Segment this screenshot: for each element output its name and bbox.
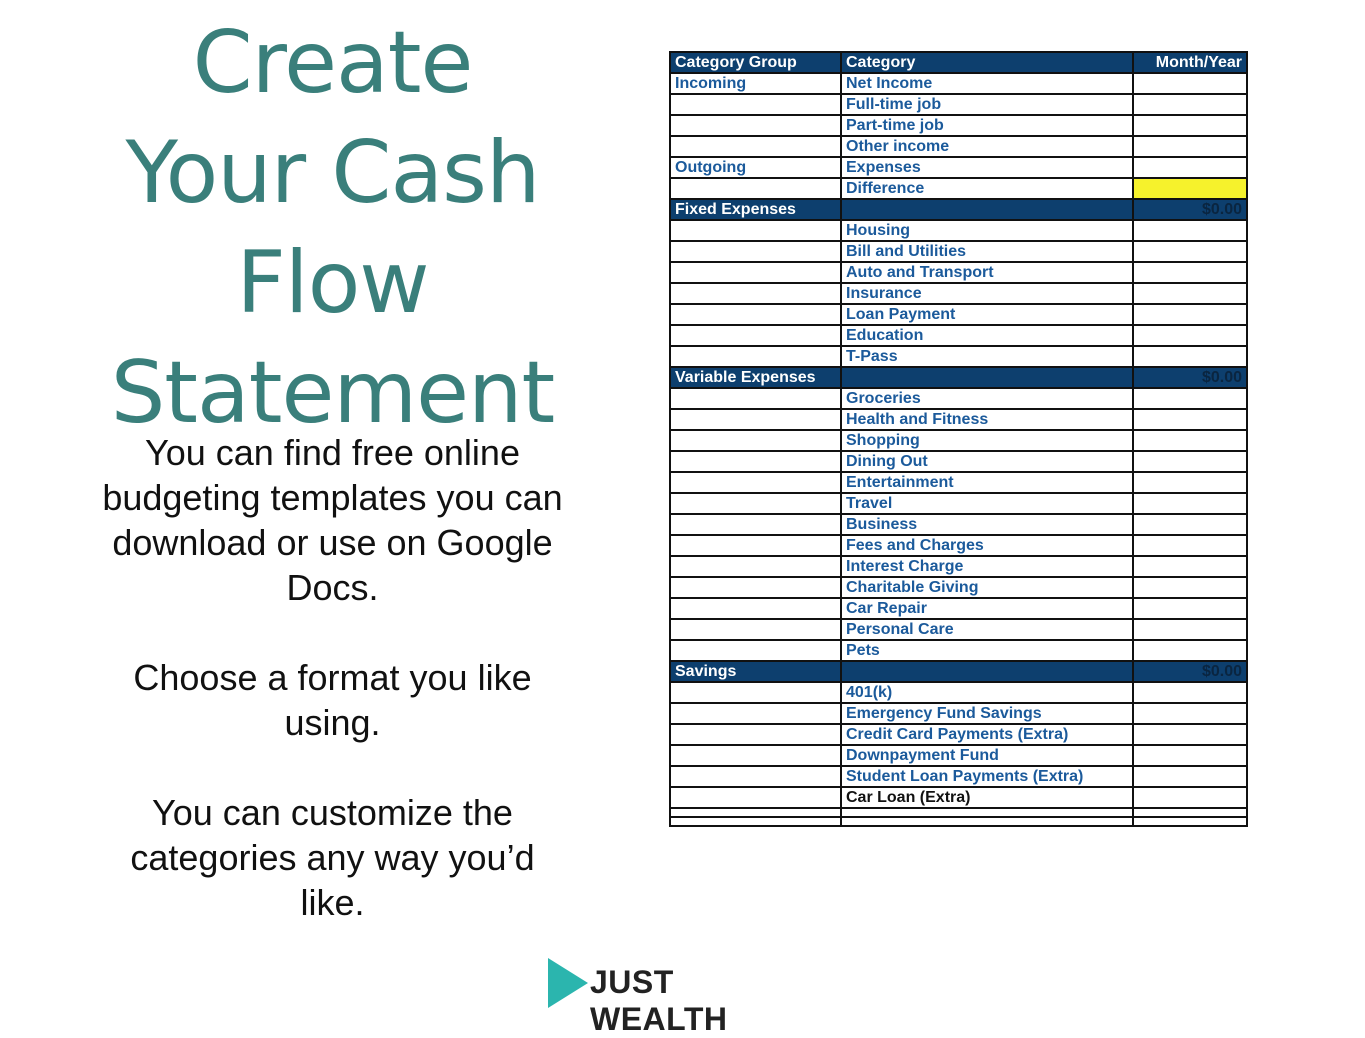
category-cell: Groceries — [841, 388, 1133, 409]
table-row — [670, 73, 1247, 94]
amount-cell — [1133, 745, 1247, 766]
table-row — [670, 325, 1247, 346]
empty-cell — [670, 817, 841, 826]
table-row — [670, 472, 1247, 493]
amount-cell — [1133, 535, 1247, 556]
table-row — [670, 136, 1247, 157]
amount-cell — [1133, 94, 1247, 115]
empty-row — [670, 817, 1247, 826]
amount-cell — [1133, 325, 1247, 346]
amount-cell — [1133, 304, 1247, 325]
table-row — [670, 388, 1247, 409]
section-row — [670, 661, 1247, 682]
category-cell: Car Repair — [841, 598, 1133, 619]
just-wealth-logo — [548, 958, 818, 1037]
category-group-cell — [670, 409, 841, 430]
category-cell — [841, 367, 1133, 388]
play-triangle-icon — [548, 958, 588, 1008]
paragraph: Choose a format you like using. — [133, 657, 532, 743]
category-cell: Dining Out — [841, 451, 1133, 472]
table-row — [670, 787, 1247, 808]
table-row — [670, 514, 1247, 535]
category-group-cell: Outgoing — [670, 157, 841, 178]
category-cell: Travel — [841, 493, 1133, 514]
amount-cell: $0.00 — [1133, 661, 1247, 682]
category-cell: Loan Payment — [841, 304, 1133, 325]
cash-flow-table — [669, 51, 1248, 827]
empty-cell — [1133, 808, 1247, 817]
table-row — [670, 745, 1247, 766]
table-row — [670, 283, 1247, 304]
category-group-cell — [670, 430, 841, 451]
category-cell: Downpayment Fund — [841, 745, 1133, 766]
amount-cell — [1133, 682, 1247, 703]
category-cell: Charitable Giving — [841, 577, 1133, 598]
category-group-cell — [670, 94, 841, 115]
category-group-cell — [670, 598, 841, 619]
category-group-cell — [670, 115, 841, 136]
empty-cell — [841, 817, 1133, 826]
table-row — [670, 430, 1247, 451]
category-group-cell — [670, 535, 841, 556]
body-text — [100, 430, 565, 970]
table-row — [670, 682, 1247, 703]
amount-cell — [1133, 73, 1247, 94]
category-cell: Business — [841, 514, 1133, 535]
category-group-cell — [670, 136, 841, 157]
category-cell: Student Loan Payments (Extra) — [841, 766, 1133, 787]
amount-cell: $0.00 — [1133, 199, 1247, 220]
table-row — [670, 262, 1247, 283]
category-group-cell — [670, 325, 841, 346]
table-row — [670, 115, 1247, 136]
empty-cell — [841, 808, 1133, 817]
category-cell: Full-time job — [841, 94, 1133, 115]
table-row — [670, 703, 1247, 724]
cash-flow-spreadsheet — [669, 51, 1246, 827]
category-cell — [841, 661, 1133, 682]
table-row — [670, 493, 1247, 514]
category-cell: Education — [841, 325, 1133, 346]
category-group-cell — [670, 556, 841, 577]
category-cell: Part-time job — [841, 115, 1133, 136]
category-group-cell — [670, 766, 841, 787]
category-cell: Housing — [841, 220, 1133, 241]
category-cell: Personal Care — [841, 619, 1133, 640]
category-cell: Interest Charge — [841, 556, 1133, 577]
category-group-cell — [670, 745, 841, 766]
amount-cell — [1133, 136, 1247, 157]
table-row — [670, 451, 1247, 472]
table-row — [670, 220, 1247, 241]
category-cell: Difference — [841, 178, 1133, 199]
category-cell: Credit Card Payments (Extra) — [841, 724, 1133, 745]
header-row — [670, 52, 1247, 73]
category-group-cell — [670, 241, 841, 262]
category-group-cell — [670, 472, 841, 493]
table-row — [670, 724, 1247, 745]
logo-text: JUST WEALTH — [590, 964, 728, 1037]
category-cell: Auto and Transport — [841, 262, 1133, 283]
amount-cell — [1133, 430, 1247, 451]
slide-title — [110, 8, 555, 448]
amount-cell — [1133, 115, 1247, 136]
category-cell: Shopping — [841, 430, 1133, 451]
table-row — [670, 178, 1247, 199]
amount-cell — [1133, 766, 1247, 787]
category-group-cell — [670, 640, 841, 661]
empty-row — [670, 808, 1247, 817]
category-cell — [841, 199, 1133, 220]
table-row — [670, 556, 1247, 577]
table-row — [670, 619, 1247, 640]
category-cell: Fees and Charges — [841, 535, 1133, 556]
amount-cell — [1133, 514, 1247, 535]
category-group-cell — [670, 283, 841, 304]
table-row — [670, 241, 1247, 262]
paragraph: You can customize the categories any way you’d like. — [130, 792, 535, 923]
category-cell: Pets — [841, 640, 1133, 661]
category-cell: Entertainment — [841, 472, 1133, 493]
amount-cell — [1133, 409, 1247, 430]
header-category: Category — [841, 52, 1133, 73]
amount-cell — [1133, 724, 1247, 745]
amount-cell — [1133, 472, 1247, 493]
section-row — [670, 367, 1247, 388]
amount-cell — [1133, 598, 1247, 619]
title-line: Your Cash — [125, 123, 540, 223]
amount-cell — [1133, 577, 1247, 598]
category-group-cell — [670, 577, 841, 598]
amount-cell — [1133, 346, 1247, 367]
category-group-cell — [670, 493, 841, 514]
empty-cell — [1133, 817, 1247, 826]
category-group-cell — [670, 178, 841, 199]
table-row — [670, 766, 1247, 787]
category-group-cell: Variable Expenses — [670, 367, 841, 388]
category-cell: Other income — [841, 136, 1133, 157]
table-row — [670, 94, 1247, 115]
category-cell: Expenses — [841, 157, 1133, 178]
amount-cell: $0.00 — [1133, 367, 1247, 388]
table-row — [670, 157, 1247, 178]
category-group-cell — [670, 304, 841, 325]
title-line: Flow — [236, 233, 429, 333]
table-row — [670, 577, 1247, 598]
table-row — [670, 640, 1247, 661]
category-cell: Bill and Utilities — [841, 241, 1133, 262]
category-group-cell — [670, 787, 841, 808]
amount-cell — [1133, 619, 1247, 640]
category-cell: Emergency Fund Savings — [841, 703, 1133, 724]
header-category-group: Category Group — [670, 52, 841, 73]
empty-cell — [670, 808, 841, 817]
amount-cell — [1133, 640, 1247, 661]
amount-cell — [1133, 451, 1247, 472]
category-group-cell — [670, 703, 841, 724]
header-month-year: Month/Year — [1133, 52, 1247, 73]
category-group-cell — [670, 514, 841, 535]
table-row — [670, 598, 1247, 619]
category-group-cell — [670, 451, 841, 472]
category-group-cell: Incoming — [670, 73, 841, 94]
category-cell: Insurance — [841, 283, 1133, 304]
category-cell: 401(k) — [841, 682, 1133, 703]
table-row — [670, 409, 1247, 430]
amount-cell — [1133, 220, 1247, 241]
table-row — [670, 304, 1247, 325]
amount-cell — [1133, 178, 1247, 199]
category-group-cell — [670, 388, 841, 409]
section-row — [670, 199, 1247, 220]
amount-cell — [1133, 493, 1247, 514]
category-group-cell — [670, 262, 841, 283]
category-group-cell — [670, 220, 841, 241]
category-cell: Health and Fitness — [841, 409, 1133, 430]
title-line: Create — [192, 13, 473, 113]
category-group-cell — [670, 724, 841, 745]
amount-cell — [1133, 388, 1247, 409]
category-group-cell: Savings — [670, 661, 841, 682]
amount-cell — [1133, 283, 1247, 304]
amount-cell — [1133, 241, 1247, 262]
category-cell: Net Income — [841, 73, 1133, 94]
category-cell: T-Pass — [841, 346, 1133, 367]
category-cell: Car Loan (Extra) — [841, 787, 1133, 808]
amount-cell — [1133, 262, 1247, 283]
amount-cell — [1133, 556, 1247, 577]
amount-cell — [1133, 703, 1247, 724]
category-group-cell: Fixed Expenses — [670, 199, 841, 220]
category-group-cell — [670, 619, 841, 640]
category-group-cell — [670, 346, 841, 367]
table-row — [670, 535, 1247, 556]
table-row — [670, 346, 1247, 367]
paragraph: You can find free online budgeting templates you can download or use on Google Docs. — [102, 432, 563, 608]
category-group-cell — [670, 682, 841, 703]
amount-cell — [1133, 787, 1247, 808]
amount-cell — [1133, 157, 1247, 178]
title-line: Statement — [110, 343, 555, 443]
